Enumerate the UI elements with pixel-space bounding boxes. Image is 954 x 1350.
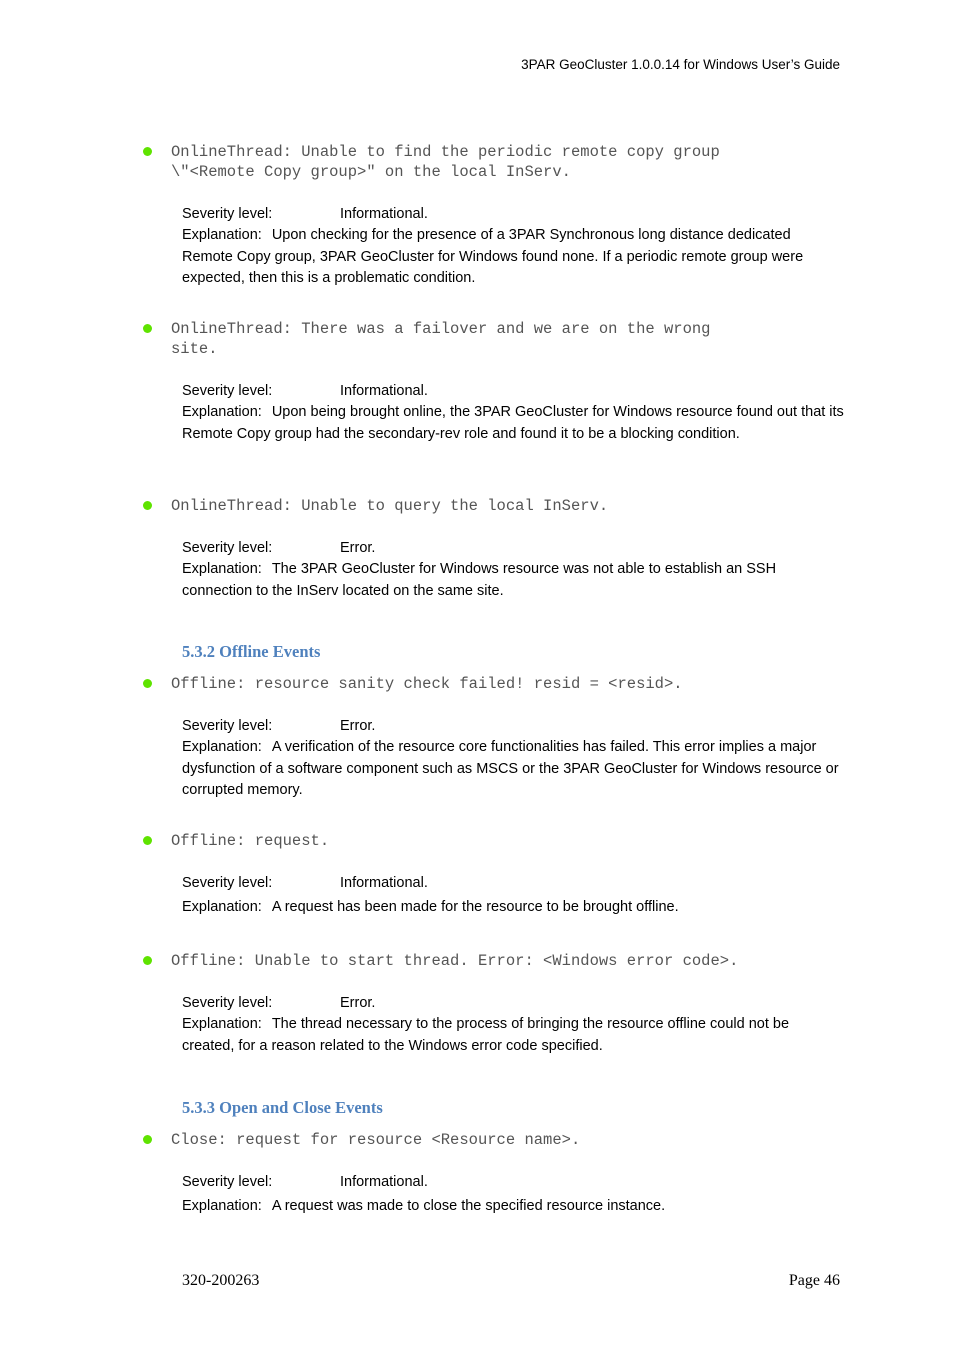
severity-value: Error. — [340, 540, 376, 556]
severity-label: Severity level: — [182, 995, 273, 1011]
severity-label: Severity level: — [182, 540, 273, 556]
explanation-text: A request has been made for the resource to be brought offline. — [271, 899, 679, 915]
bullet-icon — [143, 1135, 152, 1144]
bullet-icon — [143, 147, 152, 156]
severity-line — [182, 203, 428, 225]
explanation-label: Explanation: — [182, 404, 262, 420]
event-message: Offline: request. — [171, 832, 330, 850]
severity-line — [182, 992, 376, 1014]
severity-value: Informational. — [340, 875, 428, 891]
explanation-text: The thread necessary to the process of bringing the resource offline could not be created, for a reason related to the Windows error code specified. — [182, 1016, 790, 1054]
explanation-text: A verification of the resource core functionalities has failed. This error implies a major dysfunction of a software component such as MSCS or the 3PAR GeoCluster for Windows resource or corrupted memory. — [182, 739, 839, 799]
explanation — [182, 897, 844, 919]
severity-label: Severity level: — [182, 383, 273, 399]
event-message: Offline: Unable to start thread. Error: <Windows error code>. — [171, 952, 739, 970]
severity-value: Informational. — [340, 383, 428, 399]
event-message: Close: request for resource <Resource name>. — [171, 1131, 581, 1149]
event-message: Offline: resource sanity check failed! resid = <resid>. — [171, 675, 683, 693]
explanation — [182, 402, 844, 445]
severity-label: Severity level: — [182, 206, 273, 222]
explanation-label: Explanation: — [182, 227, 262, 243]
section-heading-offline: 5.3.2 Offline Events — [182, 642, 321, 661]
severity-value: Informational. — [340, 206, 428, 222]
event-message: OnlineThread: Unable to find the periodic remote copy group \"<Remote Copy group>" on the local InServ. — [171, 143, 720, 181]
explanation-label: Explanation: — [182, 1016, 262, 1032]
explanation-label: Explanation: — [182, 899, 262, 915]
severity-value: Informational. — [340, 1174, 428, 1190]
event-message: OnlineThread: There was a failover and we are on the wrong site. — [171, 320, 711, 358]
severity-value: Error. — [340, 718, 376, 734]
severity-line — [182, 872, 428, 894]
explanation — [182, 225, 844, 290]
severity-label: Severity level: — [182, 1174, 273, 1190]
explanation — [182, 1014, 844, 1057]
severity-label: Severity level: — [182, 875, 273, 891]
explanation-label: Explanation: — [182, 561, 262, 577]
document-number: 320-200263 — [182, 1272, 260, 1289]
severity-line — [182, 715, 376, 737]
bullet-icon — [143, 836, 152, 845]
explanation-label: Explanation: — [182, 1198, 262, 1214]
running-header: 3PAR GeoCluster 1.0.0.14 for Windows User’s Guide — [521, 57, 840, 72]
severity-line — [182, 1171, 428, 1193]
severity-line — [182, 537, 376, 559]
bullet-icon — [143, 324, 152, 333]
event-message: OnlineThread: Unable to query the local InServ. — [171, 497, 609, 515]
bullet-icon — [143, 956, 152, 965]
explanation-label: Explanation: — [182, 739, 262, 755]
explanation-text: A request was made to close the specified resource instance. — [271, 1198, 666, 1214]
bullet-icon — [143, 679, 152, 688]
explanation-text: Upon checking for the presence of a 3PAR Synchronous long distance dedicated Remote Copy group, 3PAR GeoCluster for Windows found none. If a periodic remote group were expected, then this is a problematic condition. — [182, 227, 804, 287]
explanation-text: The 3PAR GeoCluster for Windows resource was not able to establish an SSH connection to the InServ located on the same site. — [182, 561, 777, 599]
bullet-icon — [143, 501, 152, 510]
explanation — [182, 559, 844, 602]
explanation — [182, 737, 844, 802]
page-number: Page 46 — [788, 1272, 840, 1289]
severity-label: Severity level: — [182, 718, 273, 734]
severity-line — [182, 380, 428, 402]
section-heading-open-close: 5.3.3 Open and Close Events — [182, 1098, 383, 1117]
explanation — [182, 1196, 844, 1218]
explanation-text: Upon being brought online, the 3PAR GeoCluster for Windows resource found out that its Remote Copy group had the secondary-rev role and found it to be a blocking condition. — [182, 404, 844, 442]
severity-value: Error. — [340, 995, 376, 1011]
